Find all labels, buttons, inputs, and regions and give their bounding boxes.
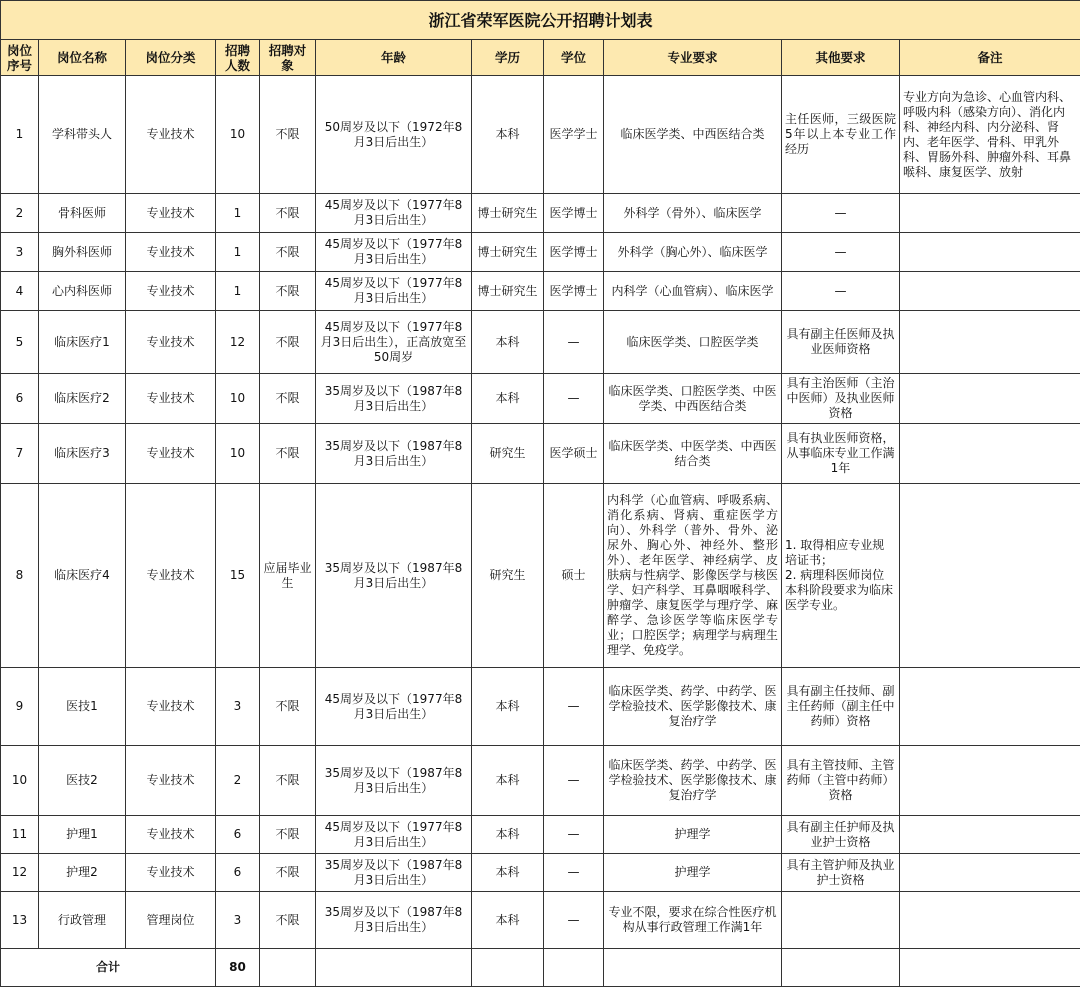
cell-category: 专业技术 [126, 746, 216, 816]
cell-other: — [782, 272, 900, 311]
cell-seq: 11 [1, 816, 39, 854]
header-education: 学历 [472, 40, 544, 76]
cell-other: 具有主治医师（主治中医师）及执业医师资格 [782, 374, 900, 424]
cell-major: 护理学 [604, 854, 782, 892]
header-other: 其他要求 [782, 40, 900, 76]
cell-major: 临床医学类、药学、中药学、医学检验技术、医学影像技术、康复治疗学 [604, 746, 782, 816]
cell-target: 不限 [260, 311, 316, 374]
cell-other: 具有主管技师、主管药师（主管中药师）资格 [782, 746, 900, 816]
cell-seq: 10 [1, 746, 39, 816]
cell-category: 专业技术 [126, 233, 216, 272]
cell-category: 专业技术 [126, 668, 216, 746]
cell-degree: — [544, 816, 604, 854]
cell-seq: 7 [1, 424, 39, 484]
cell-education: 研究生 [472, 484, 544, 668]
cell-education: 本科 [472, 746, 544, 816]
cell-remarks [900, 233, 1080, 272]
cell-other: 主任医师，三级医院5年以上本专业工作经历 [782, 76, 900, 194]
cell-remarks [900, 892, 1080, 949]
table-row [1, 854, 1080, 892]
header-target: 招聘对象 [260, 40, 316, 76]
cell-count: 6 [216, 854, 260, 892]
total-label: 合计 [1, 949, 216, 987]
cell-count: 3 [216, 668, 260, 746]
cell-count: 2 [216, 746, 260, 816]
header-degree: 学位 [544, 40, 604, 76]
cell-post-name: 医技2 [39, 746, 126, 816]
cell-major: 内科学（心血管病）、临床医学 [604, 272, 782, 311]
cell-degree: 医学博士 [544, 194, 604, 233]
cell-degree: 硕士 [544, 484, 604, 668]
total-empty-cell [260, 949, 316, 987]
cell-category: 专业技术 [126, 424, 216, 484]
cell-seq: 1 [1, 76, 39, 194]
cell-other [782, 892, 900, 949]
cell-category: 专业技术 [126, 311, 216, 374]
cell-degree: 医学博士 [544, 233, 604, 272]
cell-other: 具有主管护师及执业护士资格 [782, 854, 900, 892]
cell-remarks: 专业方向为急诊、心血管内科、呼吸内科（感染方向）、消化内科、神经内科、内分泌科、肾内、老年医学、骨科、甲乳外科、胃肠外科、肿瘤外科、耳鼻喉科、康复医学、放射 [900, 76, 1080, 194]
cell-age: 35周岁及以下（1987年8月3日后出生） [316, 854, 472, 892]
table-row [1, 668, 1080, 746]
cell-remarks [900, 854, 1080, 892]
cell-education: 博士研究生 [472, 272, 544, 311]
cell-count: 3 [216, 892, 260, 949]
cell-post-name: 护理2 [39, 854, 126, 892]
cell-other: 具有副主任医师及执业医师资格 [782, 311, 900, 374]
cell-degree: — [544, 746, 604, 816]
cell-degree: — [544, 892, 604, 949]
header-seq: 岗位序号 [1, 40, 39, 76]
cell-remarks [900, 194, 1080, 233]
cell-major: 临床医学类、药学、中药学、医学检验技术、医学影像技术、康复治疗学 [604, 668, 782, 746]
cell-degree: 医学硕士 [544, 424, 604, 484]
cell-category: 管理岗位 [126, 892, 216, 949]
cell-target: 不限 [260, 854, 316, 892]
cell-target: 不限 [260, 76, 316, 194]
cell-post-name: 护理1 [39, 816, 126, 854]
cell-major: 护理学 [604, 816, 782, 854]
header-post-name: 岗位名称 [39, 40, 126, 76]
total-empty-cell [604, 949, 782, 987]
table-row [1, 272, 1080, 311]
cell-age: 50周岁及以下（1972年8月3日后出生） [316, 76, 472, 194]
cell-education: 本科 [472, 668, 544, 746]
cell-remarks [900, 484, 1080, 668]
cell-seq: 3 [1, 233, 39, 272]
cell-remarks [900, 272, 1080, 311]
table-row [1, 311, 1080, 374]
cell-post-name: 临床医疗2 [39, 374, 126, 424]
cell-age: 35周岁及以下（1987年8月3日后出生） [316, 374, 472, 424]
cell-target: 不限 [260, 668, 316, 746]
cell-age: 45周岁及以下（1977年8月3日后出生） [316, 194, 472, 233]
cell-degree: 医学学士 [544, 76, 604, 194]
cell-post-name: 临床医疗1 [39, 311, 126, 374]
cell-age: 45周岁及以下（1977年8月3日后出生） [316, 668, 472, 746]
cell-category: 专业技术 [126, 484, 216, 668]
cell-remarks [900, 668, 1080, 746]
cell-count: 15 [216, 484, 260, 668]
cell-degree: — [544, 374, 604, 424]
header-remarks: 备注 [900, 40, 1080, 76]
total-value: 80 [216, 949, 260, 987]
cell-education: 本科 [472, 76, 544, 194]
header-row [1, 40, 1080, 76]
cell-education: 本科 [472, 374, 544, 424]
cell-seq: 4 [1, 272, 39, 311]
cell-remarks [900, 816, 1080, 854]
cell-other: 具有副主任护师及执业护士资格 [782, 816, 900, 854]
cell-remarks [900, 424, 1080, 484]
header-count: 招聘人数 [216, 40, 260, 76]
cell-target: 不限 [260, 892, 316, 949]
cell-education: 本科 [472, 892, 544, 949]
cell-count: 10 [216, 374, 260, 424]
table-row [1, 816, 1080, 854]
cell-post-name: 医技1 [39, 668, 126, 746]
cell-target: 不限 [260, 194, 316, 233]
table-row [1, 892, 1080, 949]
cell-education: 博士研究生 [472, 194, 544, 233]
cell-post-name: 临床医疗3 [39, 424, 126, 484]
cell-other: — [782, 194, 900, 233]
cell-post-name: 骨科医师 [39, 194, 126, 233]
cell-post-name: 学科带头人 [39, 76, 126, 194]
cell-major: 临床医学类、口腔医学类、中医学类、中西医结合类 [604, 374, 782, 424]
cell-seq: 9 [1, 668, 39, 746]
header-age: 年龄 [316, 40, 472, 76]
cell-category: 专业技术 [126, 194, 216, 233]
table-row [1, 746, 1080, 816]
cell-count: 10 [216, 76, 260, 194]
cell-category: 专业技术 [126, 76, 216, 194]
cell-target: 应届毕业生 [260, 484, 316, 668]
cell-count: 1 [216, 272, 260, 311]
cell-count: 1 [216, 194, 260, 233]
cell-remarks [900, 746, 1080, 816]
cell-other: 1. 取得相应专业规培证书； 2. 病理科医师岗位本科阶段要求为临床医学专业。 [782, 484, 900, 668]
cell-age: 45周岁及以下（1977年8月3日后出生） [316, 272, 472, 311]
cell-post-name: 临床医疗4 [39, 484, 126, 668]
cell-count: 1 [216, 233, 260, 272]
table-row [1, 76, 1080, 194]
header-category: 岗位分类 [126, 40, 216, 76]
cell-post-name: 行政管理 [39, 892, 126, 949]
cell-degree: — [544, 668, 604, 746]
cell-remarks [900, 374, 1080, 424]
cell-major: 临床医学类、中西医结合类 [604, 76, 782, 194]
cell-other: 具有执业医师资格，从事临床专业工作满1年 [782, 424, 900, 484]
cell-age: 45周岁及以下（1977年8月3日后出生） [316, 233, 472, 272]
cell-seq: 13 [1, 892, 39, 949]
cell-target: 不限 [260, 424, 316, 484]
cell-major: 临床医学类、中医学类、中西医结合类 [604, 424, 782, 484]
cell-education: 本科 [472, 854, 544, 892]
cell-seq: 2 [1, 194, 39, 233]
table-row [1, 424, 1080, 484]
cell-seq: 5 [1, 311, 39, 374]
cell-other: 具有副主任技师、副主任药师（副主任中药师）资格 [782, 668, 900, 746]
cell-category: 专业技术 [126, 374, 216, 424]
cell-age: 35周岁及以下（1987年8月3日后出生） [316, 424, 472, 484]
cell-age: 35周岁及以下（1987年8月3日后出生） [316, 484, 472, 668]
cell-seq: 6 [1, 374, 39, 424]
cell-category: 专业技术 [126, 816, 216, 854]
cell-other: — [782, 233, 900, 272]
table-row [1, 233, 1080, 272]
table-row [1, 374, 1080, 424]
cell-category: 专业技术 [126, 854, 216, 892]
cell-age: 35周岁及以下（1987年8月3日后出生） [316, 892, 472, 949]
cell-education: 研究生 [472, 424, 544, 484]
cell-target: 不限 [260, 816, 316, 854]
cell-post-name: 胸外科医师 [39, 233, 126, 272]
cell-post-name: 心内科医师 [39, 272, 126, 311]
total-empty-cell [316, 949, 472, 987]
cell-education: 本科 [472, 311, 544, 374]
table-row [1, 194, 1080, 233]
cell-degree: 医学博士 [544, 272, 604, 311]
title-row [1, 1, 1080, 40]
cell-remarks [900, 311, 1080, 374]
cell-age: 45周岁及以下（1977年8月3日后出生），正高放宽至50周岁 [316, 311, 472, 374]
cell-major: 临床医学类、口腔医学类 [604, 311, 782, 374]
cell-education: 本科 [472, 816, 544, 854]
table-title: 浙江省荣军医院公开招聘计划表 [1, 1, 1080, 40]
cell-education: 博士研究生 [472, 233, 544, 272]
cell-age: 35周岁及以下（1987年8月3日后出生） [316, 746, 472, 816]
cell-count: 10 [216, 424, 260, 484]
cell-seq: 12 [1, 854, 39, 892]
cell-major: 外科学（骨外）、临床医学 [604, 194, 782, 233]
table-row [1, 484, 1080, 668]
cell-degree: — [544, 854, 604, 892]
cell-major: 外科学（胸心外）、临床医学 [604, 233, 782, 272]
cell-age: 45周岁及以下（1977年8月3日后出生） [316, 816, 472, 854]
cell-count: 6 [216, 816, 260, 854]
header-major: 专业要求 [604, 40, 782, 76]
total-empty-cell [900, 949, 1080, 987]
cell-degree: — [544, 311, 604, 374]
cell-major: 内科学（心血管病、呼吸系病、消化系病、肾病、重症医学方向）、外科学（普外、骨外、泌尿外、胸心外、神经外、整形外）、老年医学、神经病学、皮肤病与性病学、影像医学与核医学、妇产科学、耳鼻咽喉科学、肿瘤学、康复医学与理疗学、麻醉学、急诊医学等临床医学专业；口腔医学；病理学与病理生理学、免疫学。 [604, 484, 782, 668]
total-row [1, 949, 1080, 987]
cell-target: 不限 [260, 272, 316, 311]
cell-target: 不限 [260, 233, 316, 272]
total-empty-cell [544, 949, 604, 987]
cell-category: 专业技术 [126, 272, 216, 311]
cell-target: 不限 [260, 374, 316, 424]
cell-seq: 8 [1, 484, 39, 668]
total-empty-cell [782, 949, 900, 987]
cell-major: 专业不限，要求在综合性医疗机构从事行政管理工作满1年 [604, 892, 782, 949]
cell-target: 不限 [260, 746, 316, 816]
cell-count: 12 [216, 311, 260, 374]
total-empty-cell [472, 949, 544, 987]
